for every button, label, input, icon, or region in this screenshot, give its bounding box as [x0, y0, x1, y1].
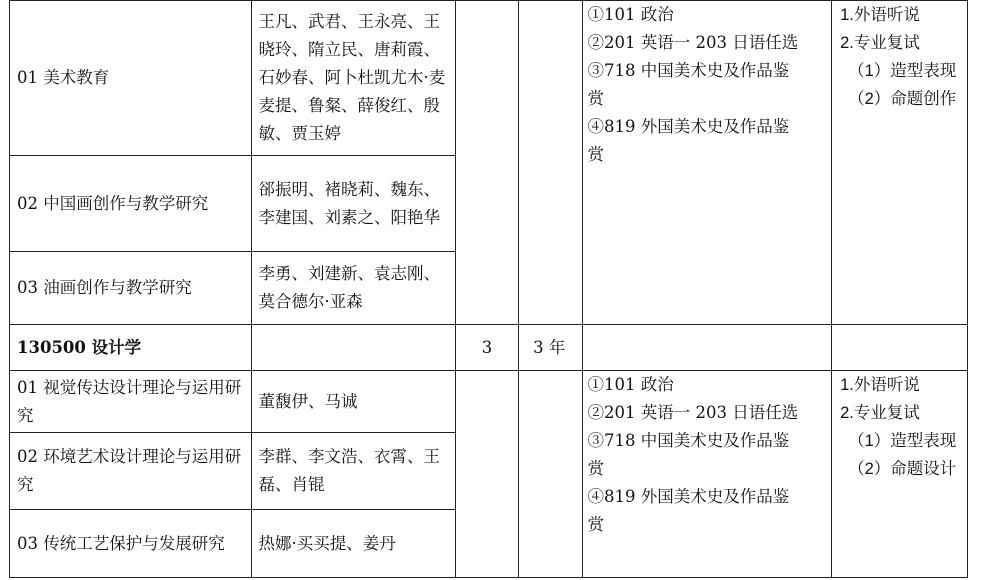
exam-line: ①101 政治 — [587, 5, 674, 24]
exam-line: 赏 — [587, 515, 605, 534]
exam-line: ④819 外国美术史及作品鉴 — [587, 117, 790, 136]
tutors-cell: 李勇、刘建新、袁志刚、莫合德尔·亚森 — [251, 252, 455, 325]
exam-line: ③718 中国美术史及作品鉴 — [587, 61, 790, 80]
tutors-cell: 郤振明、褚晓莉、魏东、李建国、刘素之、阳艳华 — [251, 156, 455, 252]
major-row — [10, 325, 968, 371]
exam-line: 赏 — [587, 459, 605, 478]
table-row — [10, 1, 968, 156]
direction-cell: 02 环境艺术设计理论与运用研究 — [10, 433, 252, 510]
exam-line: 赏 — [587, 145, 605, 164]
enrollment-cell — [455, 1, 518, 325]
duration-cell — [519, 1, 582, 325]
duration-cell — [519, 371, 582, 578]
exam-line: ①101 政治 — [587, 375, 674, 394]
retest-line: （1）造型表现 — [848, 432, 957, 450]
direction-cell: 01 视觉传达设计理论与运用研究 — [10, 371, 252, 433]
exam-line: ④819 外国美术史及作品鉴 — [587, 487, 790, 506]
enrollment-cell: 3 — [455, 325, 518, 371]
tutors-cell: 李群、李文浩、衣霄、王磊、肖锟 — [251, 433, 455, 510]
tutors-cell — [251, 325, 455, 371]
enrollment-cell — [455, 371, 518, 578]
retest-cell — [832, 1, 968, 325]
exam-subjects-cell — [582, 371, 832, 578]
direction-cell: 02 中国画创作与教学研究 — [10, 156, 252, 252]
retest-line: 2.专业复试 — [840, 404, 920, 422]
retest-line: 1.外语听说 — [840, 376, 920, 394]
direction-cell: 03 传统工艺保护与发展研究 — [10, 510, 252, 578]
exam-line: ②201 英语一 203 日语任选 — [587, 33, 799, 52]
retest-line: （2）命题创作 — [848, 90, 957, 108]
retest-cell — [832, 371, 968, 578]
exam-line: ②201 英语一 203 日语任选 — [587, 403, 799, 422]
exam-line: 赏 — [587, 89, 605, 108]
tutors-cell: 王凡、武君、王永亮、王晓玲、隋立民、唐莉霞、石妙春、阿卜杜凯尤木·麦麦提、鲁粲、薛俊红、殷敏、贾玉婷 — [251, 1, 455, 156]
exam-subjects-cell — [582, 325, 832, 371]
retest-line: 2.专业复试 — [840, 34, 920, 52]
retest-cell — [832, 325, 968, 371]
tutors-cell: 热娜·买买提、姜丹 — [251, 510, 455, 578]
major-title: 130500 设计学 — [10, 325, 252, 371]
direction-cell: 01 美术教育 — [10, 1, 252, 156]
retest-line: 1.外语听说 — [840, 6, 920, 24]
retest-line: （1）造型表现 — [848, 62, 957, 80]
tutors-cell: 董馥伊、马诚 — [251, 371, 455, 433]
table-row — [10, 371, 968, 433]
retest-line: （2）命题设计 — [848, 460, 957, 478]
direction-cell: 03 油画创作与教学研究 — [10, 252, 252, 325]
enrollment-table — [9, 0, 968, 578]
duration-cell: 3 年 — [519, 325, 582, 371]
exam-line: ③718 中国美术史及作品鉴 — [587, 431, 790, 450]
exam-subjects-cell — [582, 1, 832, 325]
